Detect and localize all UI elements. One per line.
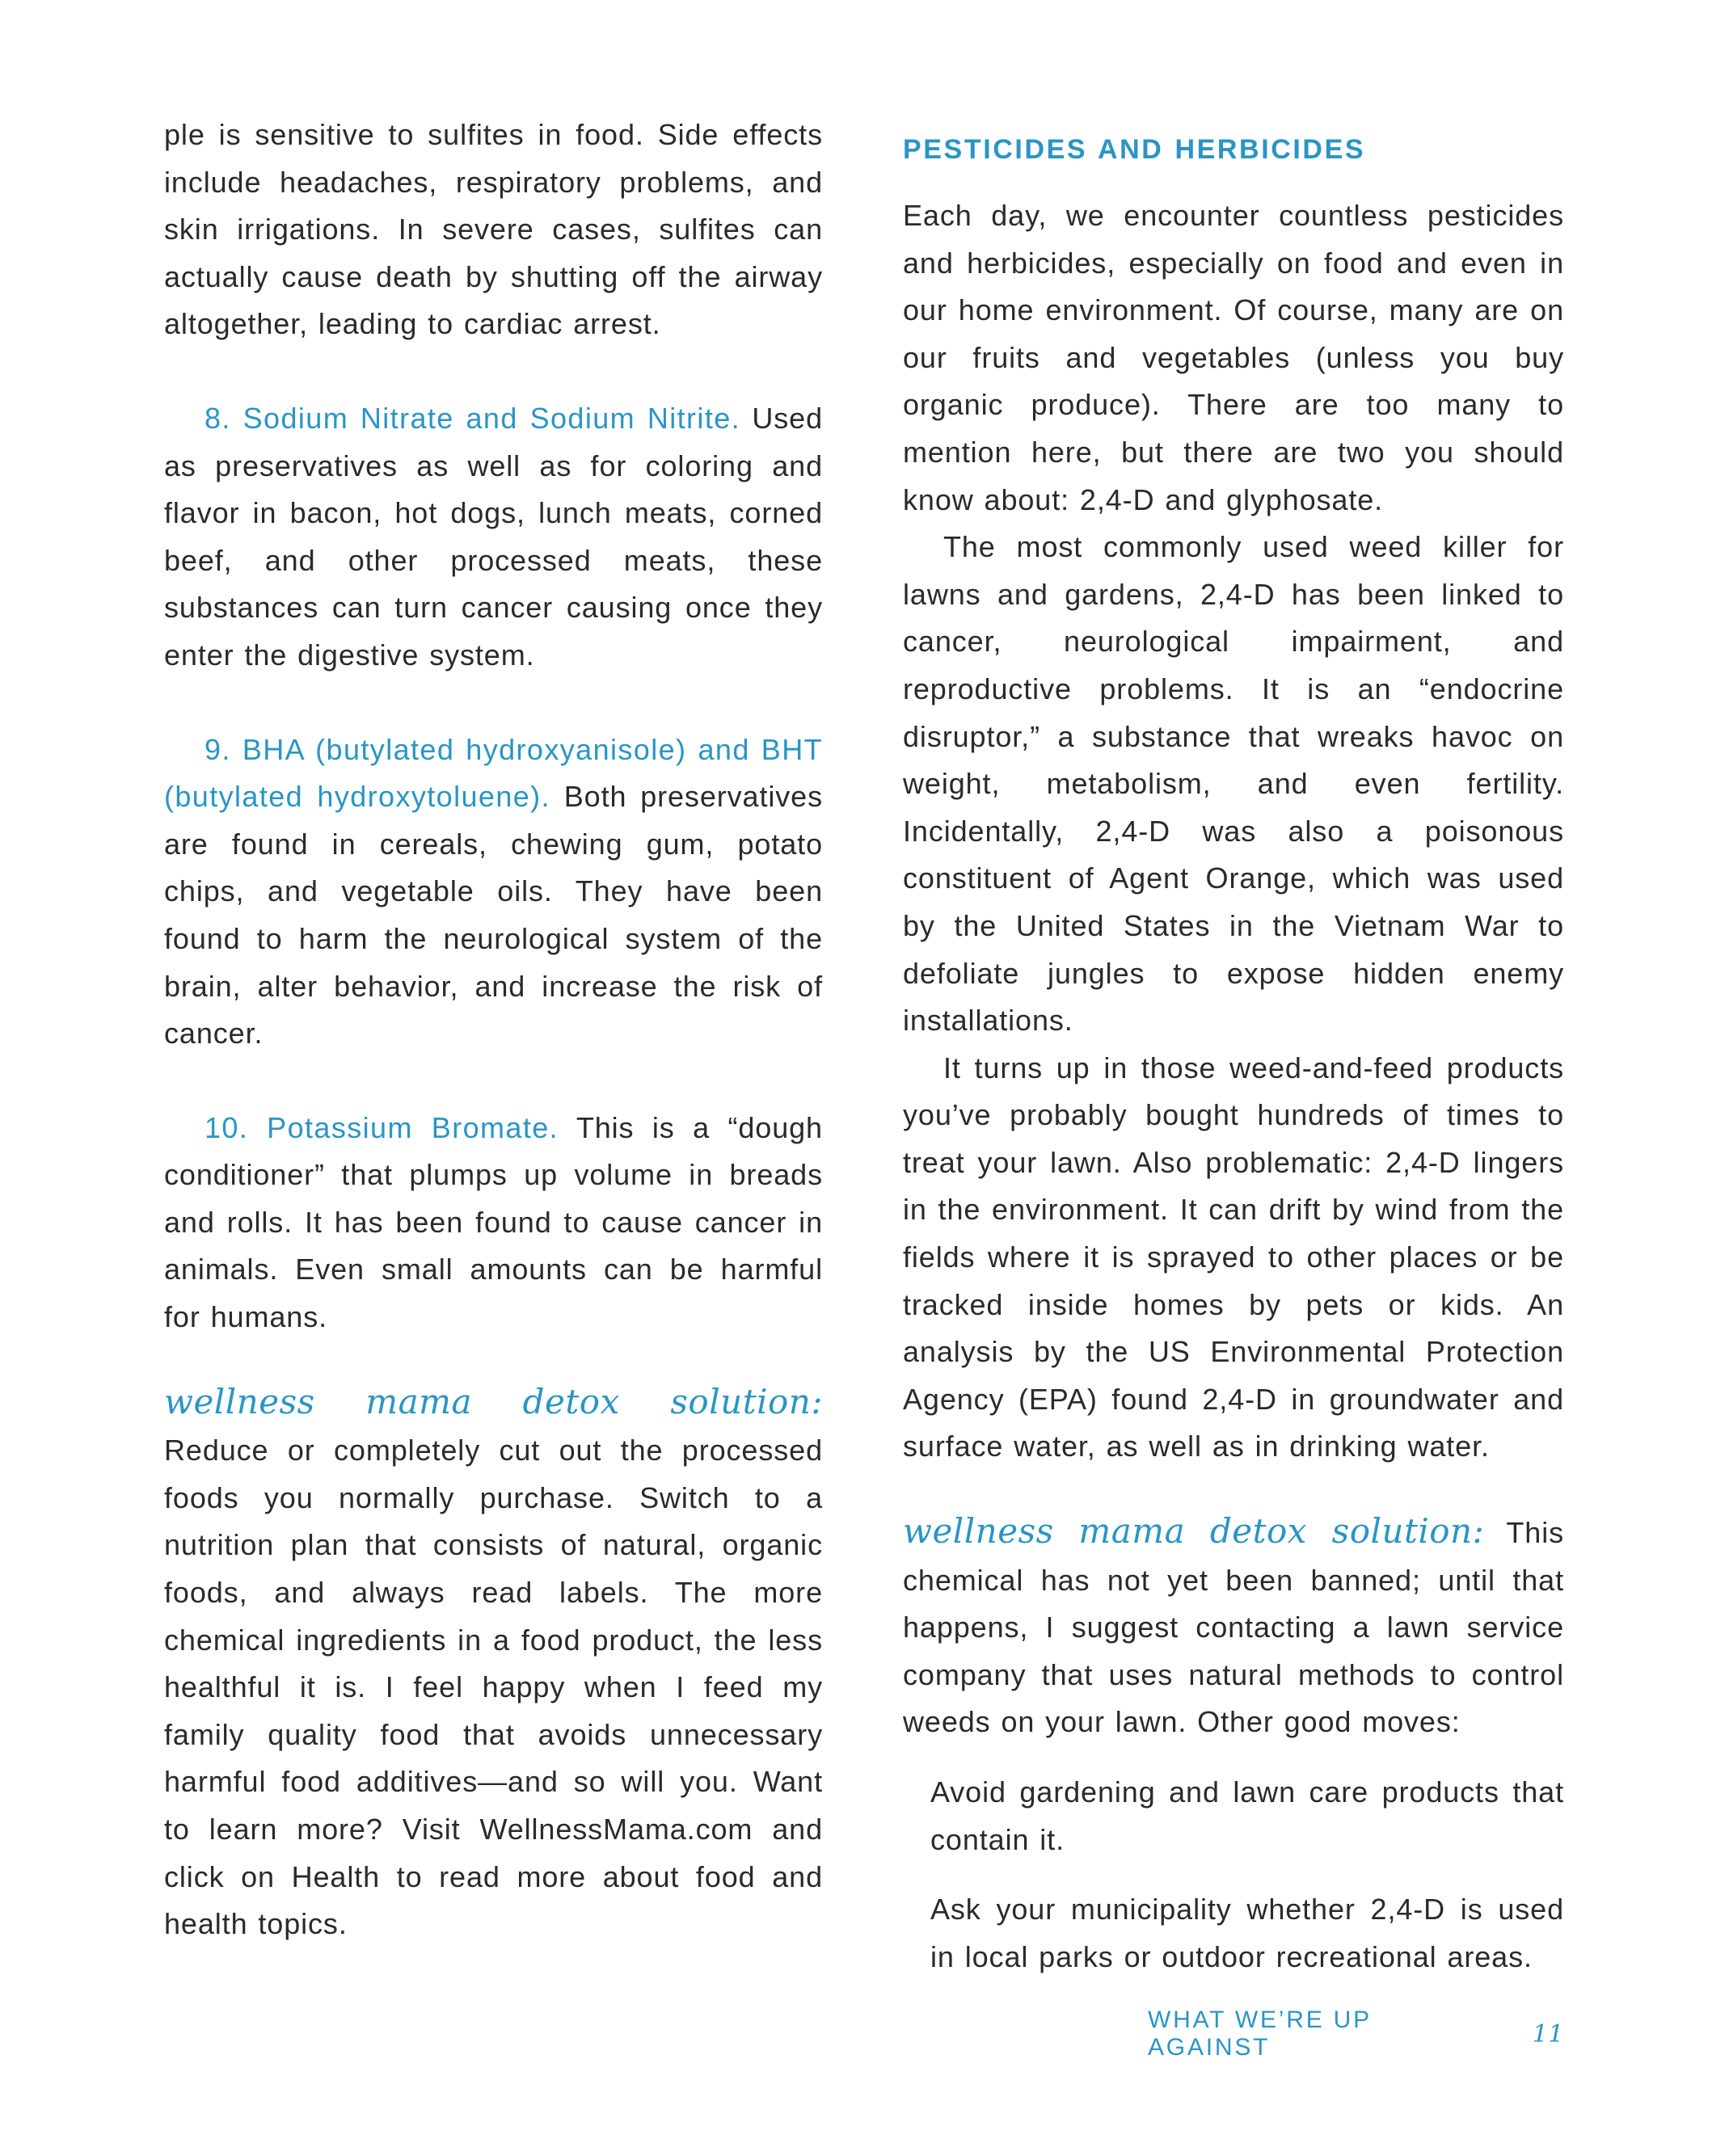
left-column bbox=[164, 112, 823, 1948]
right-column bbox=[903, 129, 1564, 1981]
page-footer bbox=[1148, 2007, 1564, 2061]
item-body: Both preservatives are found in cereals, chewing gum, potato chips, and vegetable oils. They have been found to harm the neurological system of the brain, alter behavior, and increase the risk of cancer. bbox=[164, 780, 823, 1051]
item-potassium-bromate bbox=[164, 1105, 823, 1341]
section-heading: PESTICIDES AND HERBICIDES bbox=[903, 134, 1366, 165]
list-item-ask-municipality: Ask your municipality whether 2,4-D is used in local parks or outdoor recreational areas. bbox=[930, 1893, 1564, 1973]
list-item-avoid-products: Avoid gardening and lawn care products that contain it. bbox=[930, 1775, 1564, 1856]
solution-label: wellness mama detox solution: bbox=[903, 1511, 1485, 1552]
item-title: 9. BHA (butylated hydroxyanisole) and BHT (butylated hydroxytoluene). bbox=[164, 732, 823, 814]
solution-body: This chemical has not yet been banned; until that happens, I suggest contacting a lawn service company that uses natural methods to control weeds on your lawn. Other good moves: bbox=[903, 1516, 1564, 1739]
detox-solution-right bbox=[903, 1508, 1564, 1746]
paragraph-weed-and-feed: It turns up in those weed-and-feed products you’ve probably bought hundreds of times to treat your lawn. Also problematic: 2,4-D lingers in the environment. It can drift by wind from the fields where it is sprayed to other places or be tracked inside homes by pets or kids. An analysis by the US Environmental Protection Agency (EPA) found 2,4-D in groundwater and surface water, as well as in drinking water. bbox=[903, 1051, 1564, 1463]
paragraph-intro: Each day, we encounter countless pesticides and herbicides, especially on food and even in our home environment. Of course, many are on our fruits and vegetables (unless you buy organic produce). There are too many to mention here, but there are two you should know about: 2,4-D and glyphosate. bbox=[903, 199, 1564, 516]
paragraph-24d: The most commonly used weed killer for lawns and gardens, 2,4-D has been linked to cancer, neurological impairment, and reproductive problems. It is an “endocrine disruptor,” a substance that wreaks havoc on weight, metabolism, and even fertility. Incidentally, 2,4-D was also a poisonous constituent of Agent Orange, which was used by the United States in the Vietnam War to defoliate jungles to expose hidden enemy installations. bbox=[903, 530, 1564, 1038]
paragraph-sulfites: ple is sensitive to sulfites in food. Side effects include headaches, respiratory problems, and skin irrigations. In severe cases, sulfites can actually cause death by shutting off the airway altogether, leading to cardiac arrest. bbox=[164, 118, 823, 341]
item-title: 10. Potassium Bromate. bbox=[205, 1110, 559, 1144]
item-bha-bht bbox=[164, 726, 823, 1058]
detox-solution-left bbox=[164, 1379, 823, 1948]
item-sodium-nitrate bbox=[164, 395, 823, 680]
page-number: 11 bbox=[1532, 2019, 1564, 2049]
solution-body: Reduce or completely cut out the processed foods you normally purchase. Switch to a nutrition plan that consists of natural, organic foods, and always read labels. The more chemical ingredients in a food product, the less healthful it is. I feel happy when I feed my family quality food that avoids unnecessary harmful food additives—and so will you. Want to learn more? Visit WellnessMama.com and click on Health to read more about food and health topics. bbox=[164, 1434, 823, 1941]
solution-label: wellness mama detox solution: bbox=[164, 1381, 823, 1421]
item-body: This is a “dough conditioner” that plumps up volume in breads and rolls. It has been found to cause cancer in animals. Even small amounts can be harmful for humans. bbox=[164, 1110, 823, 1334]
item-body: Used as preservatives as well as for coloring and flavor in bacon, hot dogs, lunch meats, corned beef, and other processed meats, these substances can turn cancer causing once they enter the digestive system. bbox=[164, 401, 823, 672]
item-title: 8. Sodium Nitrate and Sodium Nitrite. bbox=[205, 401, 741, 435]
running-footer-section: WHAT WE’RE UP AGAINST bbox=[1148, 2007, 1372, 2061]
